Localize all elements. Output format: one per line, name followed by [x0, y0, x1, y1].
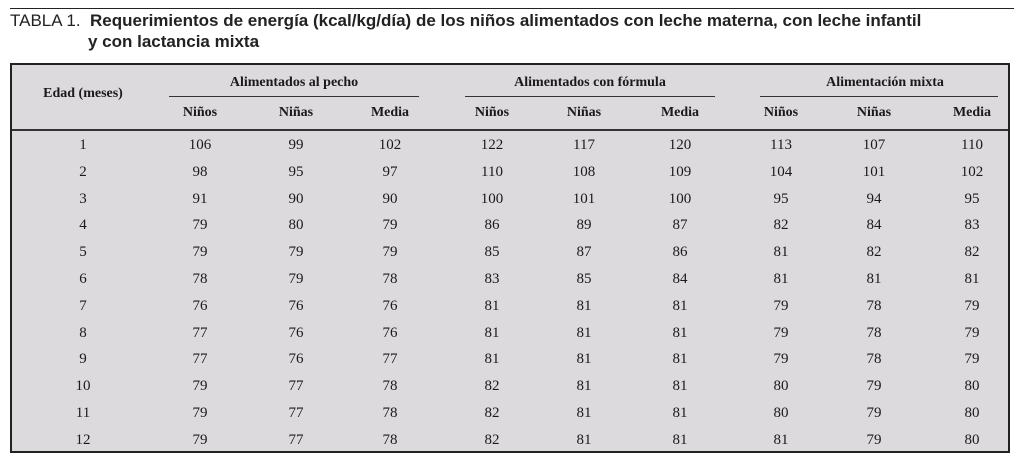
cell-value: 79: [866, 378, 882, 395]
cell-value: 83: [964, 217, 980, 234]
cell-value: 77: [382, 351, 398, 368]
cell-value: 77: [288, 378, 304, 395]
cell-edad: 10: [75, 378, 91, 395]
cell-value: 76: [382, 297, 398, 314]
header-separator: [12, 129, 1008, 131]
group-title-formula: Alimentados con fórmula: [514, 75, 666, 90]
cell-value: 77: [288, 431, 304, 448]
cell-value: 79: [866, 431, 882, 448]
cell-value: 90: [382, 190, 398, 207]
table-row: [12, 132, 1008, 158]
group-rule-mixta: [760, 96, 998, 97]
cell-value: 82: [484, 378, 500, 395]
energy-table: [10, 63, 1010, 453]
cell-value: 79: [288, 244, 304, 261]
group-rule-formula: [465, 96, 715, 97]
cell-value: 77: [192, 324, 208, 341]
cell-value: 76: [288, 324, 304, 341]
cell-value: 102: [378, 137, 402, 153]
cell-value: 81: [672, 324, 688, 341]
cell-value: 81: [576, 324, 592, 341]
cell-value: 110: [481, 163, 503, 180]
table-header: [12, 65, 1008, 128]
table-row: [12, 212, 1008, 238]
caption-title-line1: Requerimientos de energía (kcal/kg/día) de los niños alimentados con leche materna, con leche infantil: [90, 11, 922, 30]
cell-value: 79: [773, 324, 789, 341]
cell-edad: 7: [79, 297, 87, 314]
cell-value: 91: [192, 190, 208, 207]
cell-edad: 5: [79, 244, 87, 261]
cell-value: 95: [288, 163, 304, 180]
cell-value: 78: [382, 378, 398, 395]
cell-value: 86: [672, 244, 688, 261]
cell-value: 120: [668, 137, 692, 153]
cell-value: 99: [288, 137, 304, 153]
top-rule: [10, 8, 1014, 9]
cell-value: 76: [382, 324, 398, 341]
cell-edad: 6: [79, 271, 87, 287]
cell-value: 95: [964, 190, 980, 207]
cell-value: 81: [576, 297, 592, 314]
cell-value: 81: [484, 324, 500, 341]
cell-value: 81: [773, 271, 789, 287]
cell-value: 79: [192, 405, 208, 421]
cell-value: 108: [572, 163, 596, 180]
cell-value: 90: [288, 190, 304, 207]
table-row: [12, 373, 1008, 399]
cell-value: 109: [668, 163, 692, 180]
cell-value: 122: [480, 137, 504, 153]
sub-header-formula-ninas: Niñas: [566, 105, 602, 120]
header-edad: Edad (meses): [43, 86, 123, 101]
cell-value: 85: [576, 271, 592, 287]
cell-value: 79: [773, 351, 789, 368]
cell-value: 80: [964, 405, 980, 421]
cell-value: 101: [572, 190, 596, 207]
cell-value: 76: [192, 297, 208, 314]
cell-value: 77: [192, 351, 208, 368]
group-rule-pecho: [169, 96, 419, 97]
table-row: [12, 320, 1008, 346]
sub-header-pecho-media: Media: [370, 105, 410, 120]
cell-value: 85: [484, 244, 500, 261]
cell-value: 81: [672, 405, 688, 421]
cell-value: 77: [288, 405, 304, 421]
table-row: [12, 427, 1008, 453]
cell-value: 81: [773, 244, 789, 261]
cell-value: 81: [773, 431, 789, 448]
cell-value: 117: [573, 137, 595, 153]
cell-value: 82: [484, 405, 500, 421]
cell-value: 113: [770, 137, 792, 153]
cell-value: 84: [672, 271, 688, 287]
cell-value: 100: [668, 190, 692, 207]
cell-value: 100: [480, 190, 504, 207]
sub-header-mixta-ninas: Niñas: [856, 105, 892, 120]
caption-label: TABLA 1.: [10, 11, 81, 30]
table-row: [12, 346, 1008, 372]
cell-value: 81: [672, 378, 688, 395]
cell-value: 81: [576, 378, 592, 395]
table-row: [12, 239, 1008, 265]
cell-value: 89: [576, 217, 592, 234]
table-row: [12, 266, 1008, 292]
cell-value: 79: [382, 244, 398, 261]
cell-value: 84: [866, 217, 882, 234]
cell-value: 107: [862, 137, 886, 153]
cell-value: 83: [484, 271, 500, 287]
cell-value: 76: [288, 351, 304, 368]
cell-value: 82: [964, 244, 980, 261]
cell-value: 81: [576, 351, 592, 368]
cell-value: 80: [288, 217, 304, 234]
cell-value: 79: [192, 378, 208, 395]
cell-value: 80: [773, 378, 789, 395]
cell-value: 79: [192, 431, 208, 448]
cell-value: 78: [866, 297, 882, 314]
cell-value: 78: [866, 351, 882, 368]
cell-value: 97: [382, 163, 398, 180]
cell-value: 82: [866, 244, 882, 261]
table-row: [12, 159, 1008, 185]
sub-header-pecho-ninas: Niñas: [278, 105, 314, 120]
cell-value: 87: [672, 217, 688, 234]
cell-value: 80: [773, 405, 789, 421]
group-title-mixta: Alimentación mixta: [826, 75, 944, 90]
cell-value: 94: [866, 190, 882, 207]
cell-value: 102: [960, 163, 984, 180]
cell-value: 79: [382, 217, 398, 234]
cell-value: 82: [773, 217, 789, 234]
cell-value: 86: [484, 217, 500, 234]
cell-value: 79: [192, 244, 208, 261]
cell-value: 101: [862, 163, 886, 180]
cell-value: 110: [961, 137, 983, 153]
cell-value: 79: [192, 217, 208, 234]
cell-value: 79: [964, 324, 980, 341]
cell-edad: 4: [79, 217, 87, 234]
cell-value: 87: [576, 244, 592, 261]
cell-value: 81: [964, 271, 980, 287]
cell-value: 81: [866, 271, 882, 287]
cell-edad: 2: [79, 163, 87, 180]
cell-value: 79: [866, 405, 882, 421]
sub-header-formula-ninos: Niños: [474, 105, 510, 120]
table-row: [12, 186, 1008, 212]
cell-value: 81: [672, 431, 688, 448]
cell-value: 79: [773, 297, 789, 314]
cell-edad: 8: [79, 324, 87, 341]
cell-value: 76: [288, 297, 304, 314]
cell-value: 78: [382, 431, 398, 448]
cell-edad: 1: [79, 137, 87, 153]
table-row: [12, 400, 1008, 426]
cell-value: 78: [382, 271, 398, 287]
cell-value: 79: [288, 271, 304, 287]
sub-header-formula-media: Media: [660, 105, 700, 120]
cell-value: 78: [866, 324, 882, 341]
caption-title-line2: y con lactancia mixta: [88, 32, 260, 51]
cell-value: 81: [484, 351, 500, 368]
cell-value: 78: [382, 405, 398, 421]
table-caption: [10, 10, 1010, 52]
cell-edad: 3: [79, 190, 87, 207]
table-row: [12, 293, 1008, 319]
cell-edad: 11: [75, 405, 91, 421]
cell-value: 95: [773, 190, 789, 207]
cell-value: 82: [484, 431, 500, 448]
cell-value: 81: [576, 405, 592, 421]
cell-edad: 9: [79, 351, 87, 368]
cell-value: 81: [672, 297, 688, 314]
cell-value: 81: [672, 351, 688, 368]
sub-header-mixta-ninos: Niños: [763, 105, 799, 120]
cell-value: 78: [192, 271, 208, 287]
group-title-pecho: Alimentados al pecho: [229, 75, 359, 90]
cell-value: 81: [576, 431, 592, 448]
cell-value: 106: [188, 137, 212, 153]
sub-header-mixta-media: Media: [952, 105, 992, 120]
cell-value: 98: [192, 163, 208, 180]
cell-value: 104: [769, 163, 793, 180]
cell-value: 80: [964, 378, 980, 395]
cell-value: 80: [964, 431, 980, 448]
cell-value: 81: [484, 297, 500, 314]
cell-value: 79: [964, 351, 980, 368]
cell-edad: 12: [75, 431, 91, 448]
sub-header-pecho-ninos: Niños: [182, 105, 218, 120]
cell-value: 79: [964, 297, 980, 314]
